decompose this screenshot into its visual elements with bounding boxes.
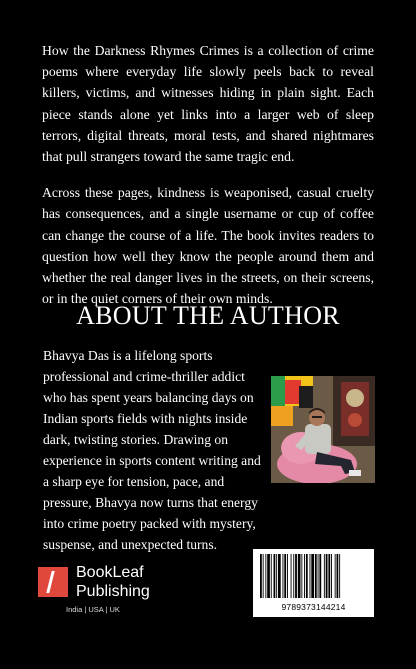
publisher-name-line: BookLeaf — [76, 564, 144, 581]
isbn-barcode — [253, 549, 374, 617]
publisher-name — [76, 563, 150, 601]
blurb-paragraph: Across these pages, kindness is weaponised, casual cruelty has consequences, and a single username or cup of coffee can change the course of a life. The book invites readers to question how well they know the people around them and whether the real danger lives in the streets, on their screens, or in the quiet corners of their own minds. — [42, 185, 374, 307]
author-bio: Bhavya Das is a lifelong sports professional and crime-thriller addict who has spent years balancing days on Indian sports fields with nights inside dark, twisting stories. Drawing on experience in sports content writing and a sharp eye for tension, pace, and pressure, Bhavya now turns that energy into crime poetry packed with mystery, suspense, and unexpected turns. — [43, 348, 261, 552]
isbn-number: 9789373144214 — [281, 602, 346, 612]
leaf-logo-icon — [38, 567, 68, 597]
publisher-logo — [38, 565, 188, 625]
publisher-locations: India | USA | UK — [66, 605, 120, 614]
about-author-heading: ABOUT THE AUTHOR — [76, 301, 340, 330]
author-photo — [271, 376, 375, 483]
barcode-icon — [258, 554, 369, 600]
blurb-paragraph: How the Darkness Rhymes Crimes is a collection of crime poems where everyday life slowly peels back to reveal killers, victims, and witnesses hiding in plain sight. Each piece stands alone yet links into a larger web of sleep terrors, digital threats, moral tests, and shared nightmares that pull strangers toward the same tragic end. — [42, 43, 374, 165]
book-blurb — [42, 40, 374, 324]
publisher-name-line: Publishing — [76, 583, 150, 600]
